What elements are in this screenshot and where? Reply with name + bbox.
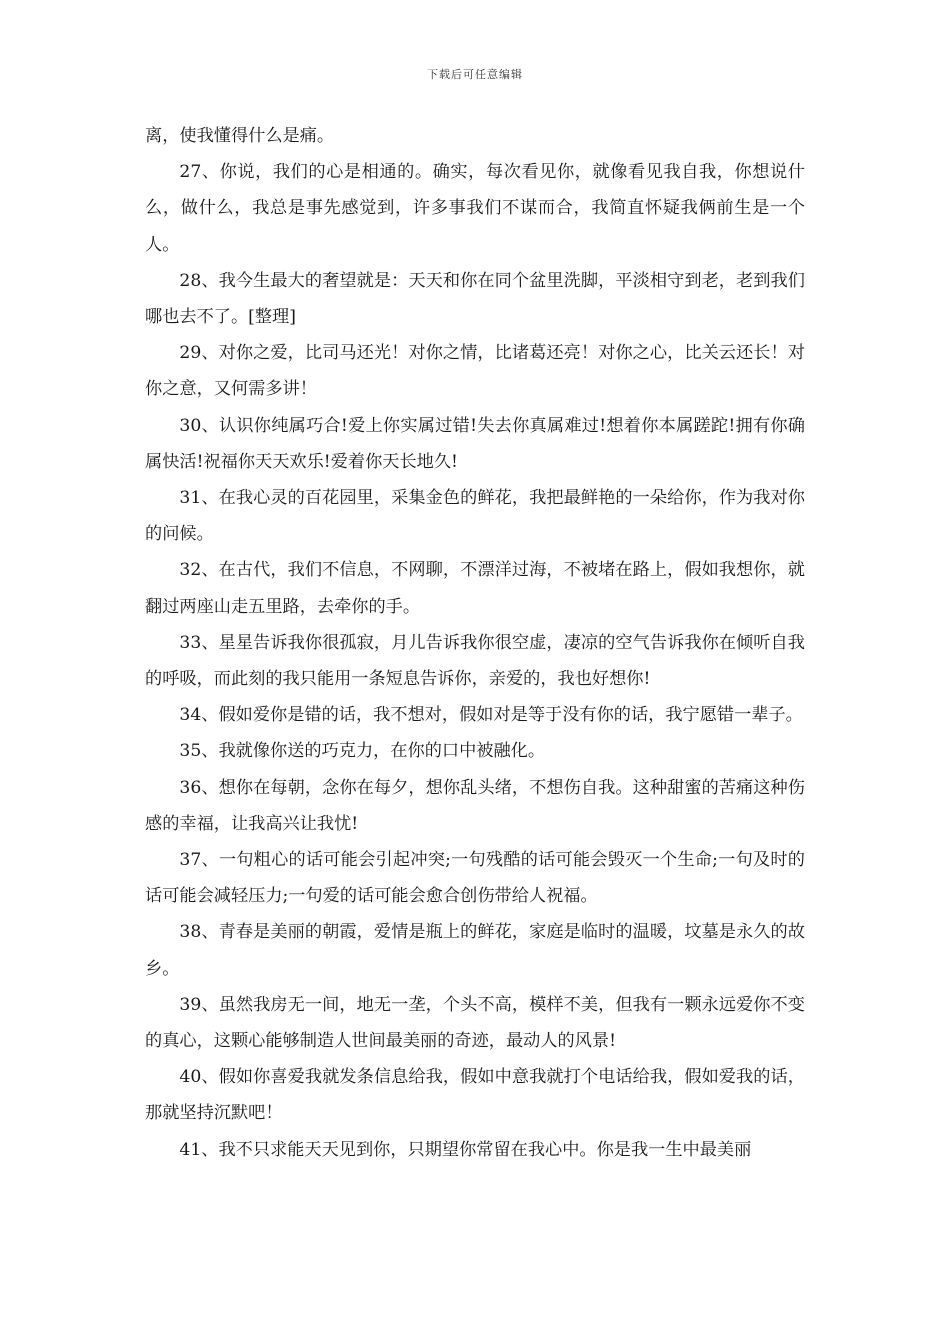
paragraph: 31、在我心灵的百花园里，采集金色的鲜花，我把最鲜艳的一朵给你，作为我对你的问候。 <box>145 488 805 545</box>
paragraph: 36、想你在每朝，念你在每夕，想你乱头绪，不想伤自我。这种甜蜜的苦痛这种伤感的幸福，让我高兴让我忧! <box>145 777 805 834</box>
paragraph: 33、星星告诉我你很孤寂，月儿告诉我你很空虚，凄凉的空气告诉我你在倾听自我的呼吸，而此刻的我只能用一条短息告诉你，亲爱的，我也好想你! <box>145 632 805 690</box>
paragraph: 29、对你之爱，比司马还光！对你之情，比诸葛还亮！对你之心，比关云还长！对你之意，又何需多讲！ <box>145 343 805 400</box>
paragraph: 32、在古代，我们不信息，不网聊，不漂洋过海，不被堵在路上，假如我想你，就翻过两座山走五里路，去牵你的手。 <box>145 560 805 617</box>
paragraph: 28、我今生最大的奢望就是：天天和你在同个盆里洗脚，平淡相守到老，老到我们哪也去不了。[整理] <box>145 270 805 328</box>
paragraph: 37、一句粗心的话可能会引起冲突;一句残酷的话可能会毁灭一个生命;一句及时的话可能会减轻压力;一句爱的话可能会愈合创伤带给人祝福。 <box>145 850 805 907</box>
paragraph: 离，使我懂得什么是痛。 <box>145 126 335 146</box>
paragraph: 35、我就像你送的巧克力，在你的口中被融化。 <box>179 741 546 762</box>
paragraph: 27、你说，我们的心是相通的。确实，每次看见你，就像看见我自我，你想说什么，做什么，我总是事先感觉到，许多事我们不谋而合，我简直怀疑我俩前生是一个人。 <box>145 162 805 255</box>
paragraph: 38、青春是美丽的朝霞，爱情是瓶上的鲜花，家庭是临时的温暖，坟墓是永久的故乡。 <box>145 922 805 979</box>
paragraph: 34、假如爱你是错的话，我不想对，假如对是等于没有你的话，我宁愿错一辈子。 <box>179 705 803 726</box>
paragraph: 39、虽然我房无一间，地无一垄，个头不高，模样不美，但我有一颗永远爱你不变的真心，这颗心能够制造人世间最美丽的奇迹，最动人的风景! <box>145 994 805 1052</box>
paragraph: 41、我不只求能天天见到你，只期望你常留在我心中。你是我一生中最美丽 <box>179 1139 752 1160</box>
paragraph: 30、认识你纯属巧合!爱上你实属过错!失去你真属难过!想着你本属蹉跎!拥有你确属快活!祝福你天天欢乐!爱着你天长地久! <box>145 415 805 472</box>
document-body <box>145 118 805 1168</box>
paragraph: 40、假如你喜爱我就发条信息给我，假如中意我就打个电话给我，假如爱我的话，那就坚持沉默吧！ <box>145 1067 805 1124</box>
page-header: 下载后可任意编辑 <box>427 68 523 81</box>
